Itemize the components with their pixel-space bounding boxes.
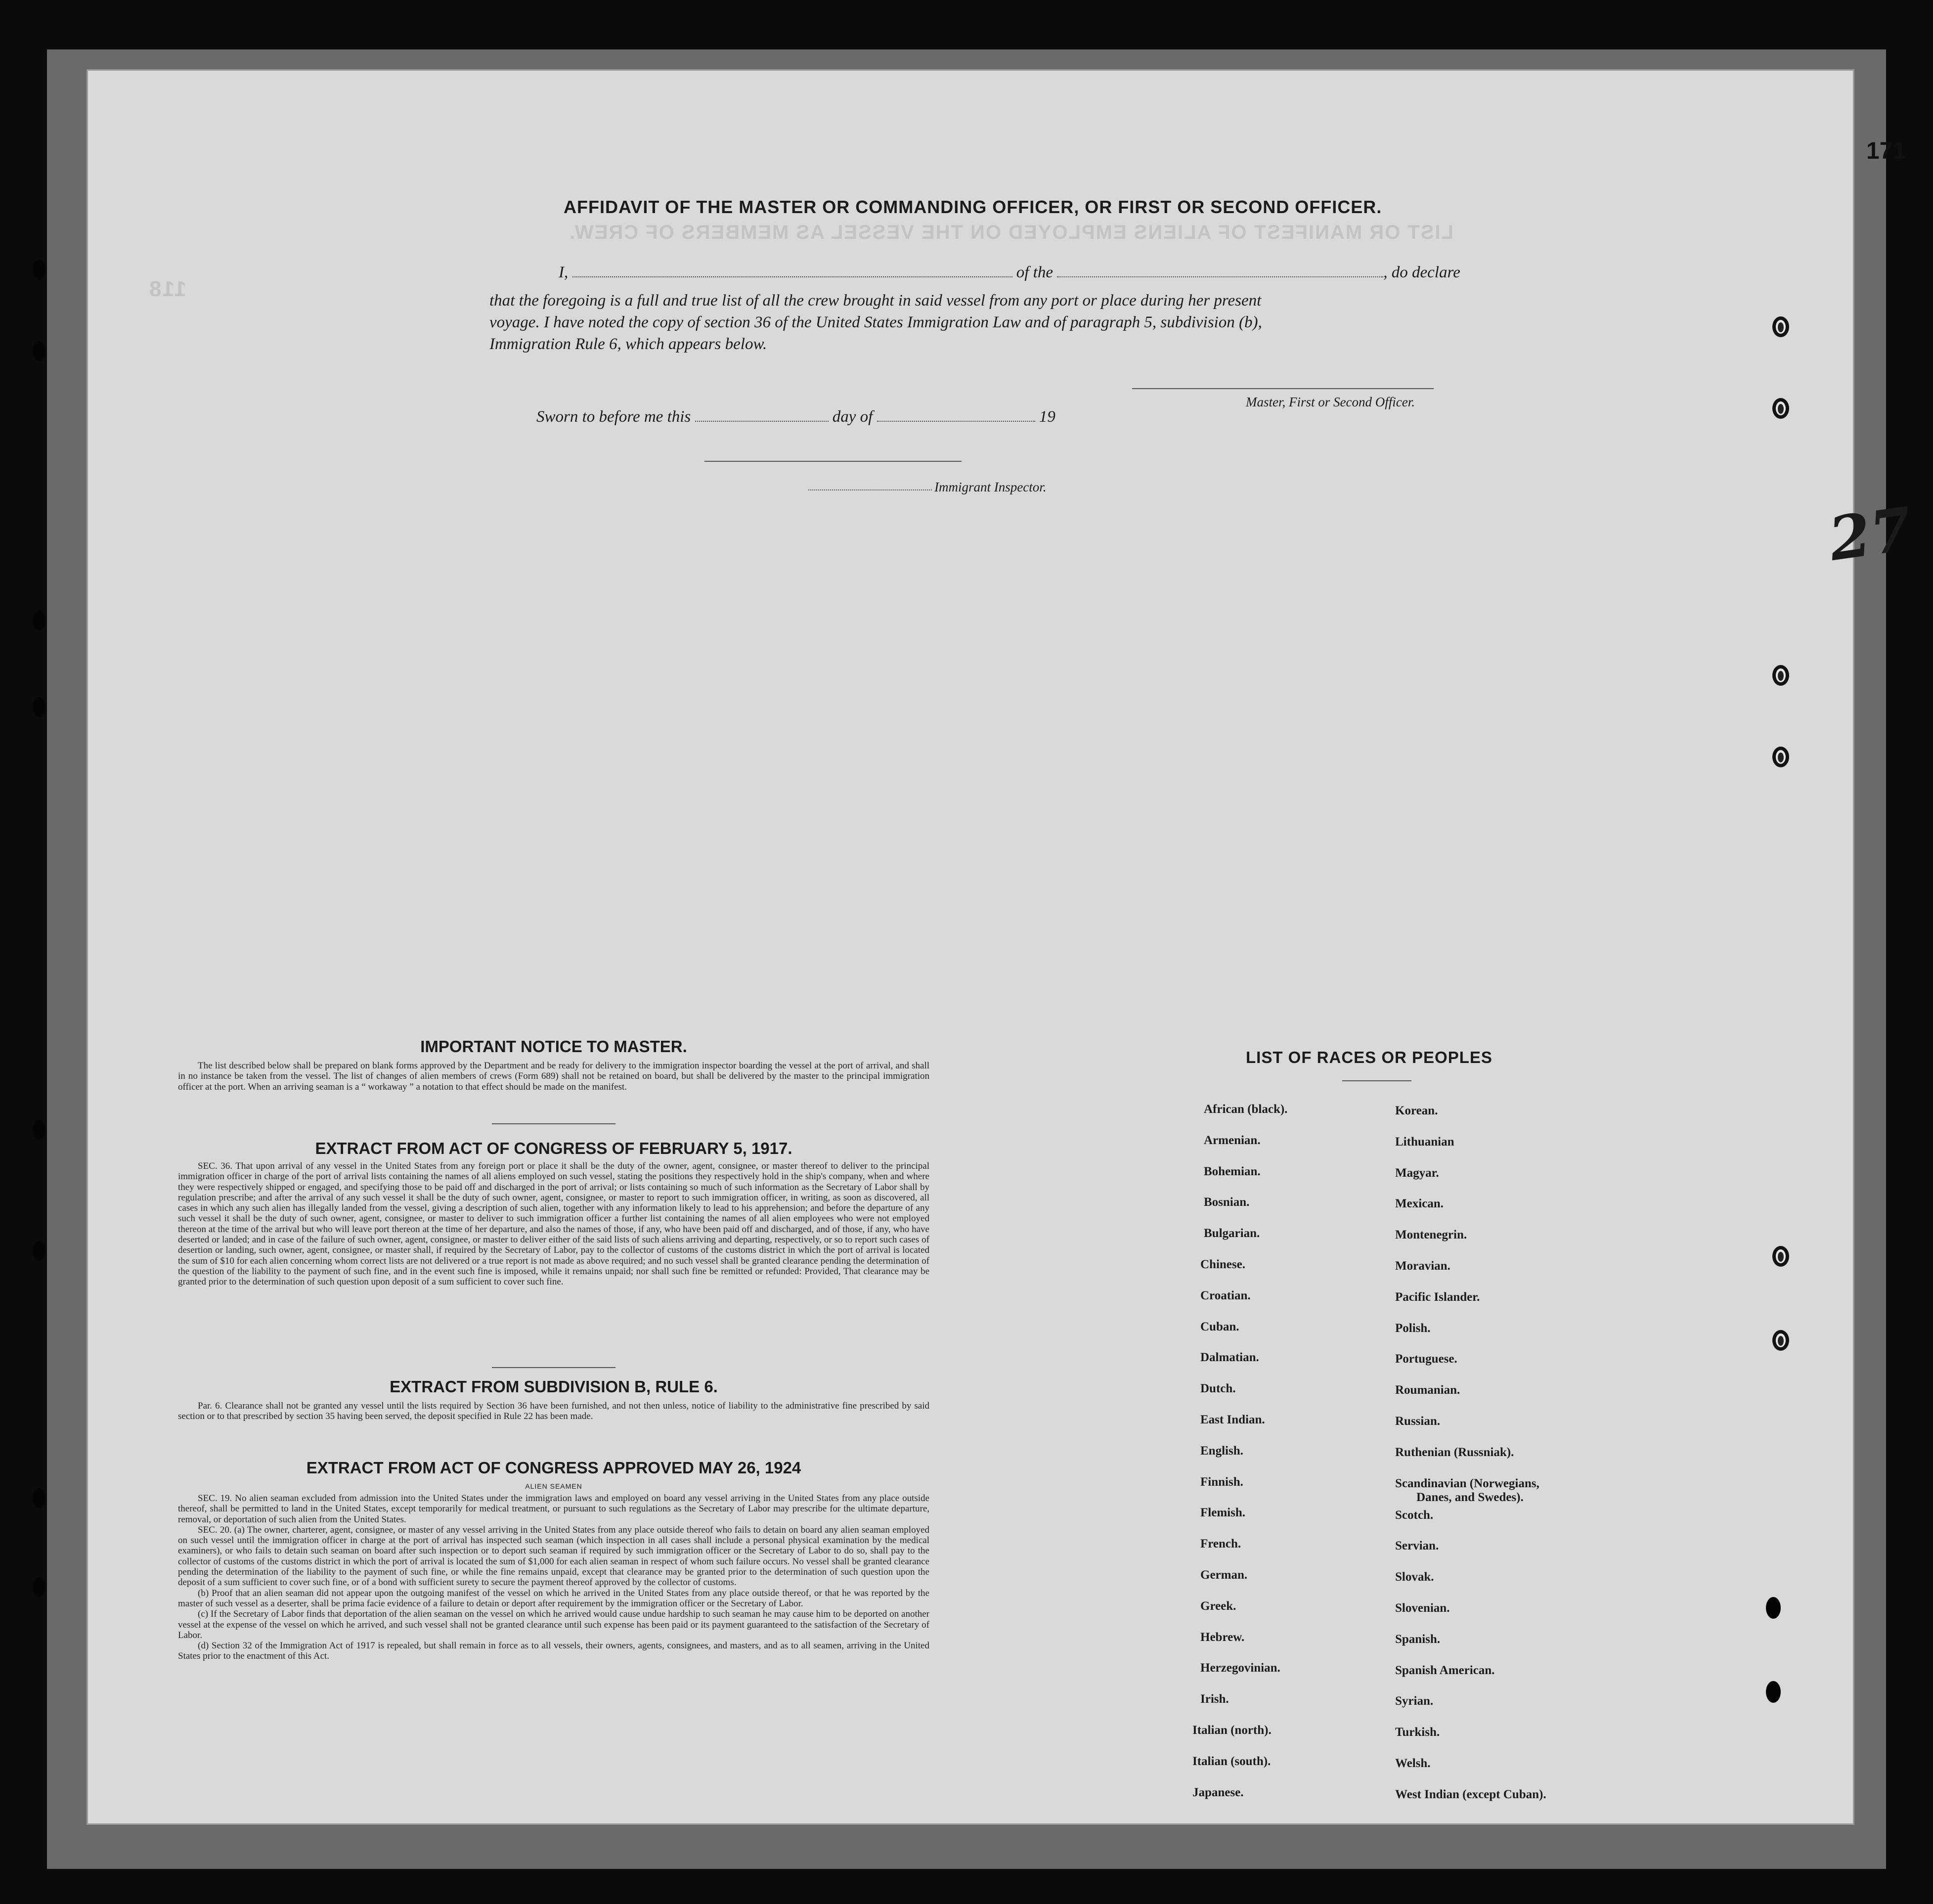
inspector-label: Immigrant Inspector.	[934, 480, 1047, 494]
sec-20d-text: (d) Section 32 of the Immigration Act of 1917 is repealed, but shall remain in force as to all vessels, their owners, agents, consignees, and masters, and as to all seamen, arriving in the United States prior to the enactment of this Act.	[178, 1640, 929, 1662]
inspector-signature-line[interactable]	[808, 489, 932, 490]
race-item: West Indian (except Cuban).	[1395, 1787, 1546, 1801]
race-item: Finnish.	[1200, 1475, 1243, 1489]
race-item: Portuguese.	[1395, 1352, 1457, 1366]
binder-ring	[1772, 398, 1789, 419]
race-item: German.	[1200, 1568, 1248, 1582]
race-item: Cuban.	[1200, 1320, 1239, 1333]
sec-20b-text: (b) Proof that an alien seaman did not appear upon the outgoing manifest of the vessel on which he arrived in the United States from any place outside thereof, or that he was reported by the master of such vessel as a deserter, shall be prima facie evidence of a failure to detain or deport after requirement by the immigration officer or the Secretary of Labor.	[178, 1588, 929, 1609]
master-signature-line[interactable]	[1132, 388, 1434, 389]
race-item: Ruthenian (Russniak).	[1395, 1445, 1514, 1459]
binder-hole	[33, 697, 45, 717]
affidavit-line-4: Immigration Rule 6, which appears below.	[489, 335, 767, 353]
race-item: Mexican.	[1395, 1197, 1444, 1211]
binder-hole	[1766, 1681, 1781, 1703]
race-item: Italian (north).	[1192, 1724, 1272, 1737]
race-item: Dalmatian.	[1200, 1351, 1259, 1365]
race-item: Roumanian.	[1395, 1383, 1460, 1397]
race-item: Italian (south).	[1192, 1754, 1271, 1768]
race-item: Spanish American.	[1395, 1663, 1495, 1677]
sworn-month-blank[interactable]	[877, 411, 1035, 422]
race-item: Spanish.	[1395, 1632, 1441, 1646]
binder-hole	[1766, 1597, 1781, 1619]
inspector-upper-line	[704, 461, 962, 462]
race-item: Chinese.	[1200, 1258, 1245, 1271]
race-item: Pacific Islander.	[1395, 1290, 1480, 1304]
sworn-day-blank[interactable]	[695, 411, 829, 422]
master-signature-label: Master, First or Second Officer.	[1246, 395, 1415, 409]
race-item: Slovak.	[1395, 1570, 1434, 1584]
binder-hole	[33, 1577, 45, 1597]
affidavit-declaration-line	[559, 264, 1460, 282]
extract-1917-title: EXTRACT FROM ACT OF CONGRESS OF FEBRUARY 5, 1917.	[315, 1139, 792, 1157]
races-title: LIST OF RACES OR PEOPLES	[1246, 1048, 1493, 1066]
affidavit-declare: , do declare	[1383, 264, 1460, 281]
notice-title: IMPORTANT NOTICE TO MASTER.	[420, 1037, 687, 1056]
race-item: Dutch.	[1200, 1382, 1236, 1396]
race-item: Irish.	[1200, 1692, 1229, 1706]
affidavit-i: I,	[559, 264, 569, 281]
race-item: Flemish.	[1200, 1506, 1245, 1520]
binder-hole	[33, 341, 45, 361]
binder-hole	[33, 1120, 45, 1140]
par-6-text: Par. 6. Clearance shall not be granted any vessel until the lists required by Section 36 have been furnished, and not then unless, notice of liability to the administrative fine prescribed by said section or to that prescribed by section 35 having been served, the deposit specified in Rule 22 has been made.	[178, 1401, 929, 1422]
binder-ring	[1772, 1246, 1789, 1267]
binder-ring	[1772, 316, 1789, 337]
vessel-blank[interactable]	[1057, 266, 1383, 277]
affidavit-line-3: voyage. I have noted the copy of section 36 of the United States Immigration Law and of paragraph 5, subdivision (b),	[489, 313, 1262, 331]
race-item: Servian.	[1395, 1539, 1439, 1553]
affidavit-title: AFFIDAVIT OF THE MASTER OR COMMANDING OFFICER, OR FIRST OR SECOND OFFICER.	[564, 197, 1382, 217]
race-item: English.	[1200, 1444, 1243, 1458]
race-item: Scotch.	[1395, 1508, 1434, 1522]
race-item: Moravian.	[1395, 1259, 1450, 1273]
race-item: Montenegrin.	[1395, 1228, 1467, 1242]
page-number: 171	[1866, 138, 1906, 164]
extract-rule6-body	[178, 1401, 929, 1422]
race-item: Armenian.	[1204, 1133, 1261, 1147]
races-title-underline	[1342, 1080, 1411, 1081]
binder-ring	[1772, 747, 1789, 767]
sec-20a-text: SEC. 20. (a) The owner, charterer, agent, consignee, or master of any vessel arriving in the United States from any place outside thereof who fails to detain on board any alien seaman employed on such vessel until the immigration officer in charge at the port of arrival has inspected such seaman (which inspection in all cases shall include a personal physical examination by the medical examiners), or who fails to detain such seaman on board after such inspection or to deport such seaman if required by such immigration officer or the Secretary of Labor to do so, shall pay to the collector of customs of the customs district in which the port of arrival is located the sum of $1,000 for each alien seaman in respect of whom such failure occurs. No vessel shall be granted clearance pending the determination of the liability to the payment of such fine, or while the fine remains unpaid, except that clearance may be granted prior to the determination of such question upon the deposit of a sum sufficient to cover such fine, or of a bond with sufficient surety to secure the payment thereof approved by the collector of customs.	[178, 1524, 929, 1588]
margin-mark: 27	[1825, 494, 1916, 575]
year-text: 19	[1039, 408, 1055, 426]
race-item: Croatian.	[1200, 1288, 1251, 1302]
bleed-through-title: LIST OR MANIFEST OF ALIENS EMPLOYED ON THE VESSEL AS MEMBERS OF CREW.	[569, 221, 1453, 243]
race-item: Magyar.	[1395, 1166, 1439, 1180]
race-item: Bosnian.	[1204, 1196, 1250, 1209]
notice-body	[178, 1061, 929, 1092]
separator	[492, 1367, 615, 1368]
race-item: French.	[1200, 1537, 1241, 1551]
extract-rule6-title: EXTRACT FROM SUBDIVISION B, RULE 6.	[390, 1377, 718, 1396]
race-item: Slovenian.	[1395, 1601, 1450, 1615]
binder-hole	[33, 1241, 45, 1261]
binder-ring	[1772, 1330, 1789, 1351]
race-item: Bulgarian.	[1204, 1227, 1260, 1240]
race-item: Korean.	[1395, 1104, 1438, 1117]
race-item: Syrian.	[1395, 1694, 1434, 1708]
extract-1917-body	[178, 1161, 929, 1287]
separator	[492, 1123, 615, 1124]
race-item: Herzegovinian.	[1200, 1661, 1280, 1675]
binder-ring	[1772, 665, 1789, 686]
race-item: Bohemian.	[1204, 1164, 1261, 1178]
name-blank[interactable]	[572, 266, 1012, 277]
race-item: Welsh.	[1395, 1757, 1431, 1770]
sec-19-text: SEC. 19. No alien seaman excluded from admission into the United States under the immigration laws and employed on board any vessel arriving in the United States from any place outside thereof, shall be permitted to land in the United States, except temporarily for medical treatment, or pursuant to such regulations as the Secretary of Labor may prescribe for the ultimate departure, removal, or deportation of such alien from the United States.	[178, 1493, 929, 1525]
race-item: Greek.	[1200, 1599, 1236, 1613]
day-of-text: day of	[832, 408, 873, 426]
race-item: Hebrew.	[1200, 1630, 1245, 1644]
bleed-through-number: 118	[148, 277, 186, 301]
race-item: Russian.	[1395, 1415, 1441, 1428]
race-item: African (black).	[1204, 1103, 1288, 1116]
race-item: Scandinavian (Norwegians,	[1395, 1476, 1539, 1490]
race-item: Danes, and Swedes).	[1416, 1490, 1524, 1504]
extract-1924-subtitle: ALIEN SEAMEN	[525, 1482, 582, 1490]
race-item: Lithuanian	[1395, 1135, 1454, 1149]
race-item: Japanese.	[1192, 1785, 1244, 1799]
section-36-text: SEC. 36. That upon arrival of any vessel in the United States from any foreign port or place it shall be the duty of the owner, agent, consignee, or master thereof to deliver to the principal immigration officer in charge of the port of arrival lists containing the names of all aliens employed on such vessel, stating the positions they respectively hold in the ship's company, when and where they were respectively shipped or engaged, and specifying those to be paid off and discharged in the port of arrival; or lists containing so much of such information as the Secretary of Labor shall by regulation prescribe; and after the arrival of any such vessel it shall be the duty of such owner, agent, consignee, or master to report to such immigration officer, in writing, as soon as discovered, all cases in which any such alien has illegally landed from the vessel, giving a description of such alien, together with any information likely to lead to his apprehension; and before the departure of any such vessel it shall be the duty of such owner, agent, consignee, or master to deliver to such immigration officer a further list containing the names of all alien employees who were not employed thereon at the time of the arrival but who will leave port thereon at the time of her departure, and also the names of those, if any, who have been paid off and discharged, and of those, if any, who have deserted or landed; and in case of the failure of such owner, agent, consignee, or master to deliver either of the said lists of such aliens arriving and departing, respectively, or so to report such cases of desertion or landing, such owner, agent, consignee, or master shall, if required by the Secretary of Labor, pay to the collector of customs of the customs district in which the port of arrival is located the sum of $10 for each alien concerning whom correct lists are not delivered or a true report is not made as above required; and no such vessel shall be granted clearance pending the determination of the question of the liability to the payment of such fine, and in the event such fine is imposed, while it remains unpaid; nor shall such fine be remitted or refunded: Provided, That clearance may be granted prior to the determination of such question upon deposit of a sum sufficient to cover such fine.	[178, 1161, 929, 1287]
sworn-line	[536, 408, 1055, 426]
race-item: Polish.	[1395, 1321, 1431, 1335]
notice-paragraph: The list described below shall be prepared on blank forms approved by the Department and be ready for delivery to the immigration inspector boarding the vessel at the port of arrival, and shall in no instance be taken from the vessel. The list of changes of alien members of crews (Form 689) shall not be retained on board, but shall be delivered by the master to the principal immigration officer at the port. When an arriving seaman is a “ workaway ” a notation to that effect should be made on the manifest.	[178, 1061, 929, 1092]
extract-1924-body	[178, 1493, 929, 1662]
race-item: East Indian.	[1200, 1413, 1265, 1426]
binder-hole	[33, 611, 45, 630]
sec-20c-text: (c) If the Secretary of Labor finds that deportation of the alien seaman on the vessel on which he arrived would cause undue hardship to such seaman he may cause him to be deported on another vessel at the expense of the vessel on which he arrived, and such vessel shall not be granted clearance until such expense has been paid or its payment guaranteed to the satisfaction of the Secretary of Labor.	[178, 1609, 929, 1640]
affidavit-of-the: of the	[1016, 264, 1053, 281]
affidavit-line-2: that the foregoing is a full and true list of all the crew brought in said vessel from any port or place during her present	[489, 292, 1262, 310]
binder-hole	[33, 260, 45, 279]
binder-hole	[33, 1488, 45, 1508]
race-item: Turkish.	[1395, 1726, 1440, 1739]
sworn-text: Sworn to before me this	[536, 408, 691, 426]
extract-1924-title: EXTRACT FROM ACT OF CONGRESS APPROVED MAY 26, 1924	[306, 1459, 801, 1477]
